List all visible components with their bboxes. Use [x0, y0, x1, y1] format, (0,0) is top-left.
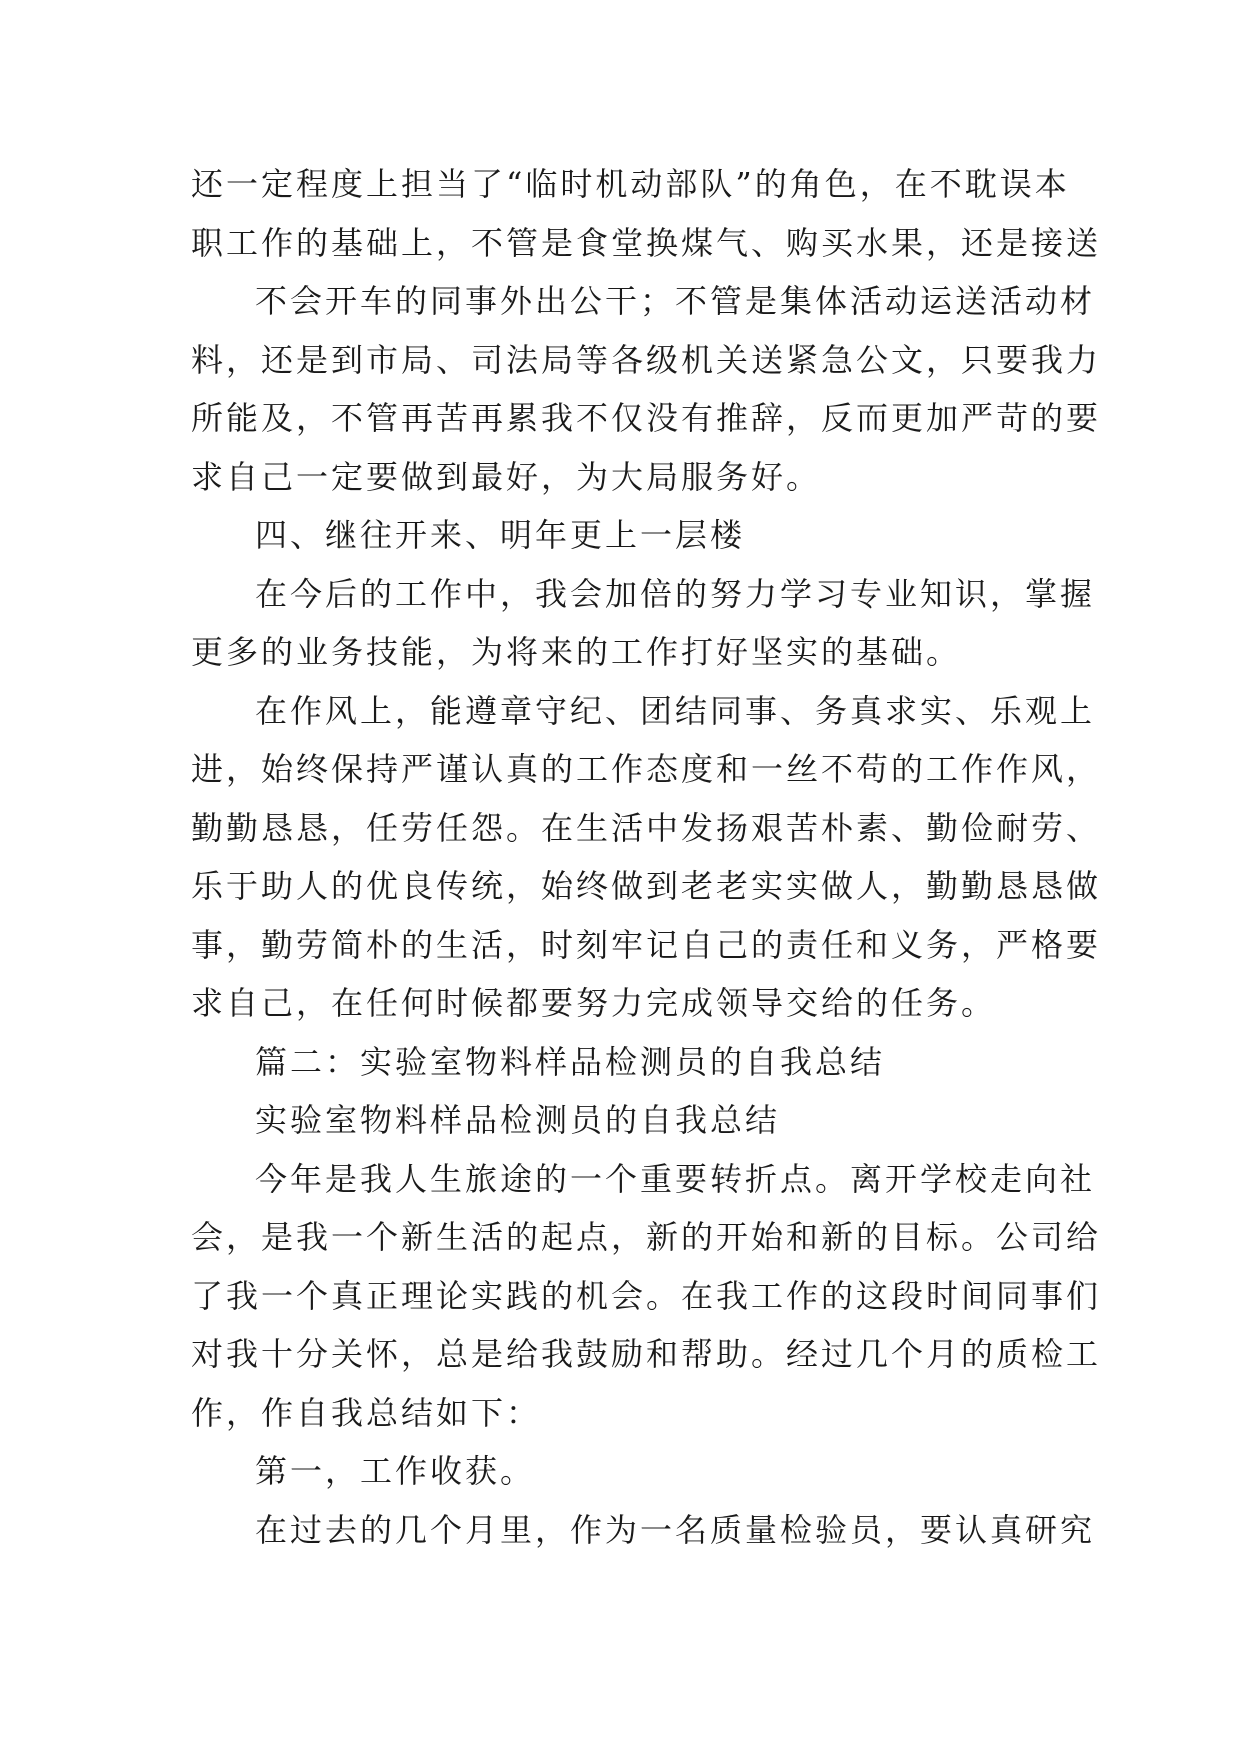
text-line: 料，还是到市局、司法局等各级机关送紧急公文，只要我力 [191, 340, 1102, 379]
text-line: 作，作自我总结如下： [191, 1393, 542, 1432]
text-line: 在过去的几个月里，作为一名质量检验员，要认真研究 [255, 1510, 1096, 1549]
text-line: 更多的业务技能，为将来的工作打好坚实的基础。 [191, 633, 962, 671]
text-line: 乐于助人的优良传统，始终做到老老实实做人，勤勤恳恳做 [191, 867, 1102, 905]
text-line: 求自己一定要做到最好，为大局服务好。 [191, 457, 822, 496]
text-line: 在作风上，能遵章守纪、团结同事、务真求实、乐观上 [255, 691, 1096, 730]
text-line: 了我一个真正理论实践的机会。在我工作的这段时间同事们 [191, 1276, 1102, 1315]
section-heading: 第一，工作收获。 [255, 1452, 536, 1490]
article-title: 实验室物料样品检测员的自我总结 [255, 1101, 781, 1139]
text-line: 会，是我一个新生活的起点，新的开始和新的目标。公司给 [191, 1218, 1102, 1256]
text-line: 事，勤劳简朴的生活，时刻牢记自己的责任和义务，严格要 [191, 925, 1102, 964]
text-line: 勤勤恳恳，任劳任怨。在生活中发扬艰苦朴素、勤俭耐劳、 [191, 808, 1102, 847]
text-line: 求自己，在任何时候都要努力完成领导交给的任务。 [191, 984, 997, 1022]
text-line: 还一定程度上担当了“临时机动部队”的角色，在不耽误本 [191, 165, 1070, 203]
text-line: 对我十分关怀，总是给我鼓励和帮助。经过几个月的质检工 [191, 1335, 1102, 1373]
text-line: 今年是我人生旅途的一个重要转折点。离开学校走向社 [255, 1159, 1096, 1198]
text-line: 进，始终保持严谨认真的工作态度和一丝不苟的工作作风， [191, 750, 1102, 788]
article-heading: 篇二：实验室物料样品检测员的自我总结 [255, 1042, 886, 1081]
document-body [191, 155, 1102, 1559]
text-line: 所能及，不管再苦再累我不仅没有推辞，反而更加严苛的要 [191, 399, 1102, 437]
text-line: 不会开车的同事外出公干；不管是集体活动运送活动材 [255, 282, 1096, 320]
text-line: 职工作的基础上，不管是食堂换煤气、购买水果，还是接送 [191, 223, 1102, 262]
section-heading: 四、继往开来、明年更上一层楼 [255, 516, 746, 554]
text-line: 在今后的工作中，我会加倍的努力学习专业知识，掌握 [255, 574, 1096, 613]
